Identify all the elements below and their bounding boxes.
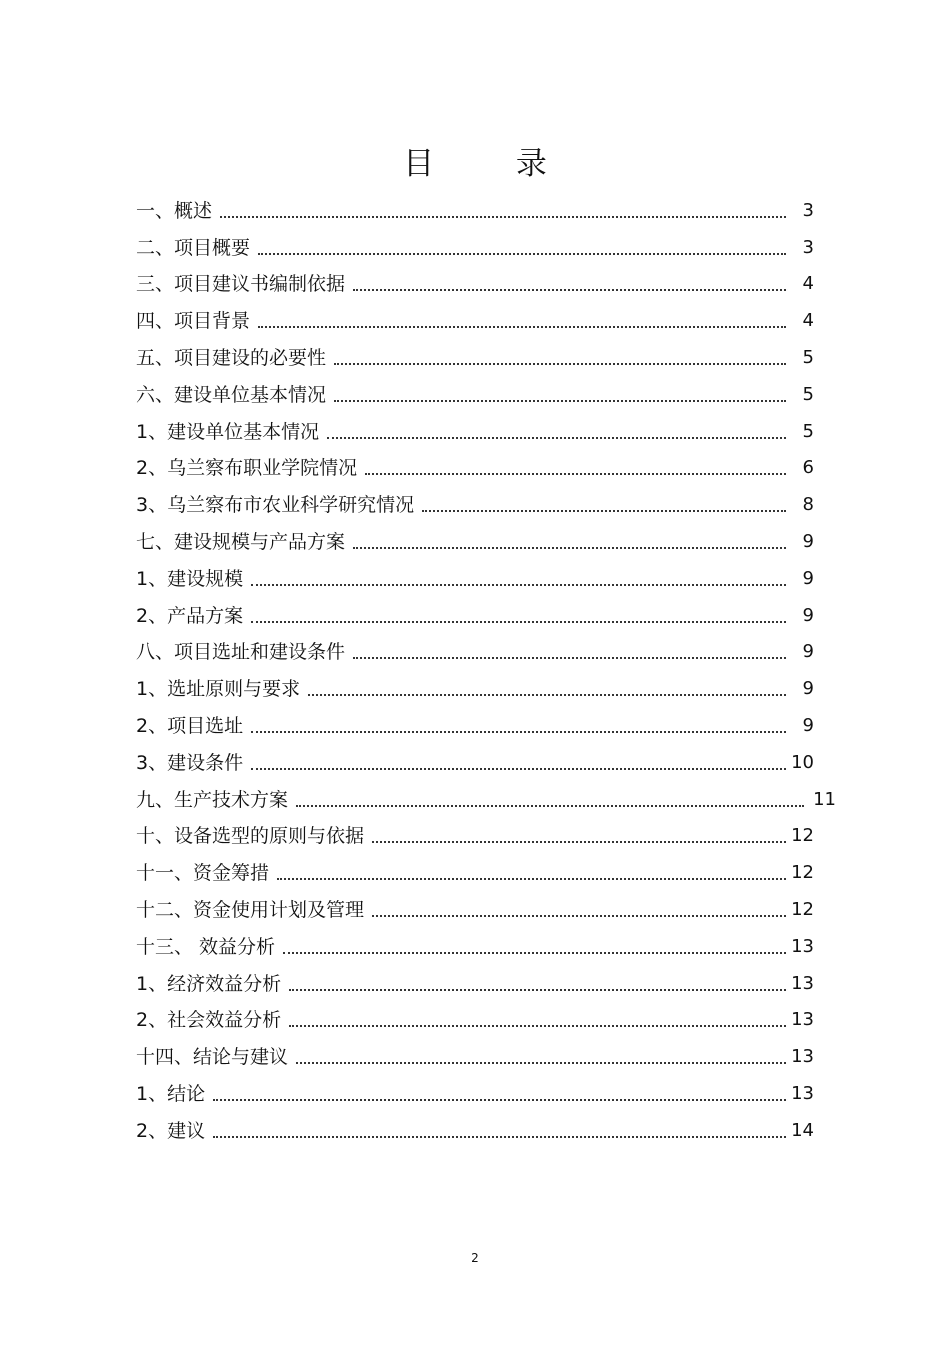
toc-entry[interactable] xyxy=(136,229,836,266)
toc-dot-leader xyxy=(213,1136,786,1138)
toc-entry[interactable] xyxy=(136,1002,836,1039)
toc-entry-label: 八、项目选址和建设条件 xyxy=(136,641,346,664)
toc-dot-leader xyxy=(289,1025,786,1027)
toc-entry[interactable] xyxy=(136,928,836,965)
toc-entry-page: 6 xyxy=(802,457,814,479)
toc-entry[interactable] xyxy=(136,781,836,818)
toc-entry-label: 2、建议 xyxy=(136,1119,206,1142)
toc-entry-label: 四、项目背景 xyxy=(136,310,251,333)
toc-dot-leader xyxy=(372,915,786,917)
toc-entry[interactable] xyxy=(136,302,836,339)
toc-entry-label: 十二、资金使用计划及管理 xyxy=(136,898,365,921)
toc-entry[interactable] xyxy=(136,854,836,891)
toc-entry[interactable] xyxy=(136,891,836,928)
toc-entry-label: 1、选址原则与要求 xyxy=(136,678,301,701)
toc-dot-leader xyxy=(296,1062,786,1064)
toc-entry-label: 十四、结论与建议 xyxy=(136,1046,289,1069)
toc-entry[interactable] xyxy=(136,707,836,744)
toc-entry[interactable] xyxy=(136,486,836,523)
toc-entry-page: 13 xyxy=(791,1046,814,1068)
toc-entry-page: 9 xyxy=(802,641,814,663)
toc-entry-label: 六、建设单位基本情况 xyxy=(136,383,327,406)
toc-entry[interactable] xyxy=(136,965,836,1002)
toc-entry[interactable] xyxy=(136,266,836,303)
toc-entry-page: 9 xyxy=(802,604,814,626)
toc-entry[interactable] xyxy=(136,1112,836,1149)
toc-entry-page: 12 xyxy=(791,862,814,884)
toc-entry-label: 1、结论 xyxy=(136,1082,206,1105)
toc-dot-leader xyxy=(289,989,786,991)
toc-entry[interactable] xyxy=(136,597,836,634)
toc-dot-leader xyxy=(353,547,786,549)
toc-dot-leader xyxy=(251,621,786,623)
toc-entry-label: 九、生产技术方案 xyxy=(136,788,289,811)
toc-entry-label: 1、经济效益分析 xyxy=(136,972,282,995)
toc-dot-leader xyxy=(258,253,786,255)
toc-dot-leader xyxy=(277,878,786,880)
toc-entry[interactable] xyxy=(136,670,836,707)
toc-entry-page: 10 xyxy=(791,751,814,773)
toc-entry-label: 2、社会效益分析 xyxy=(136,1009,282,1032)
toc-dot-leader xyxy=(251,584,786,586)
toc-entry[interactable] xyxy=(136,413,836,450)
toc-entry-page: 11 xyxy=(813,788,836,810)
toc-dot-leader xyxy=(308,694,786,696)
toc-dot-leader xyxy=(296,805,804,807)
toc-entry-page: 9 xyxy=(802,530,814,552)
toc-entry-label: 1、建设单位基本情况 xyxy=(136,420,320,443)
toc-entry-page: 5 xyxy=(802,420,814,442)
toc-entry-page: 5 xyxy=(802,346,814,368)
toc-entry-page: 12 xyxy=(791,825,814,847)
toc-entry[interactable] xyxy=(136,450,836,487)
toc-entry-label: 三、项目建议书编制依据 xyxy=(136,273,346,296)
toc-entry[interactable] xyxy=(136,560,836,597)
toc-dot-leader xyxy=(353,657,786,659)
toc-entry[interactable] xyxy=(136,523,836,560)
toc-entry-page: 14 xyxy=(791,1119,814,1141)
page-number: 2 xyxy=(471,1251,479,1265)
toc-entry-page: 13 xyxy=(791,1082,814,1104)
toc-dot-leader xyxy=(334,400,786,402)
toc-entry[interactable] xyxy=(136,339,836,376)
toc-entry-page: 13 xyxy=(791,972,814,994)
toc-entry[interactable] xyxy=(136,818,836,855)
toc-entry-label: 1、建设规模 xyxy=(136,567,244,590)
toc-entry-page: 9 xyxy=(802,714,814,736)
toc-entry[interactable] xyxy=(136,634,836,671)
toc-dot-leader xyxy=(220,216,786,218)
toc-entry-page: 4 xyxy=(802,273,814,295)
toc-entry-label: 2、乌兰察布职业学院情况 xyxy=(136,457,358,480)
toc-dot-leader xyxy=(334,363,786,365)
toc-entry-label: 3、乌兰察布市农业科学研究情况 xyxy=(136,494,415,517)
toc-dot-leader xyxy=(251,731,786,733)
toc-dot-leader xyxy=(372,841,786,843)
toc-entry-label: 二、项目概要 xyxy=(136,236,251,259)
toc-entry-page: 4 xyxy=(802,310,814,332)
toc-entry-page: 13 xyxy=(791,1009,814,1031)
toc-entry-page: 9 xyxy=(802,567,814,589)
toc-dot-leader xyxy=(213,1099,786,1101)
toc-entry-page: 8 xyxy=(802,494,814,516)
toc-dot-leader xyxy=(251,768,786,770)
toc-entry-page: 3 xyxy=(802,236,814,258)
toc-dot-leader xyxy=(422,510,786,512)
toc-entry-label: 2、产品方案 xyxy=(136,604,244,627)
toc-dot-leader xyxy=(258,326,786,328)
toc-dot-leader xyxy=(283,952,786,954)
toc-entry-page: 9 xyxy=(802,678,814,700)
page-title: 目 录 xyxy=(403,146,583,182)
toc-entry[interactable] xyxy=(136,1075,836,1112)
toc-entry-label: 2、项目选址 xyxy=(136,714,244,737)
toc-entry[interactable] xyxy=(136,1038,836,1075)
toc-entry-label: 一、概述 xyxy=(136,199,213,222)
toc-entry[interactable] xyxy=(136,376,836,413)
toc-dot-leader xyxy=(365,473,786,475)
toc-entry-page: 5 xyxy=(802,383,814,405)
toc-entry-page: 13 xyxy=(791,935,814,957)
toc-entry[interactable] xyxy=(136,192,836,229)
toc-entry-label: 五、项目建设的必要性 xyxy=(136,346,327,369)
toc-dot-leader xyxy=(327,437,786,439)
toc-entry-label: 十三、 效益分析 xyxy=(136,935,276,958)
toc-entry-page: 3 xyxy=(802,199,814,221)
table-of-contents xyxy=(136,192,836,1149)
toc-entry-label: 3、建设条件 xyxy=(136,751,244,774)
toc-entry-label: 十、设备选型的原则与依据 xyxy=(136,825,365,848)
toc-entry-page: 12 xyxy=(791,898,814,920)
toc-entry-label: 十一、资金筹措 xyxy=(136,862,270,885)
toc-entry[interactable] xyxy=(136,744,836,781)
toc-entry-label: 七、建设规模与产品方案 xyxy=(136,530,346,553)
toc-dot-leader xyxy=(353,289,786,291)
